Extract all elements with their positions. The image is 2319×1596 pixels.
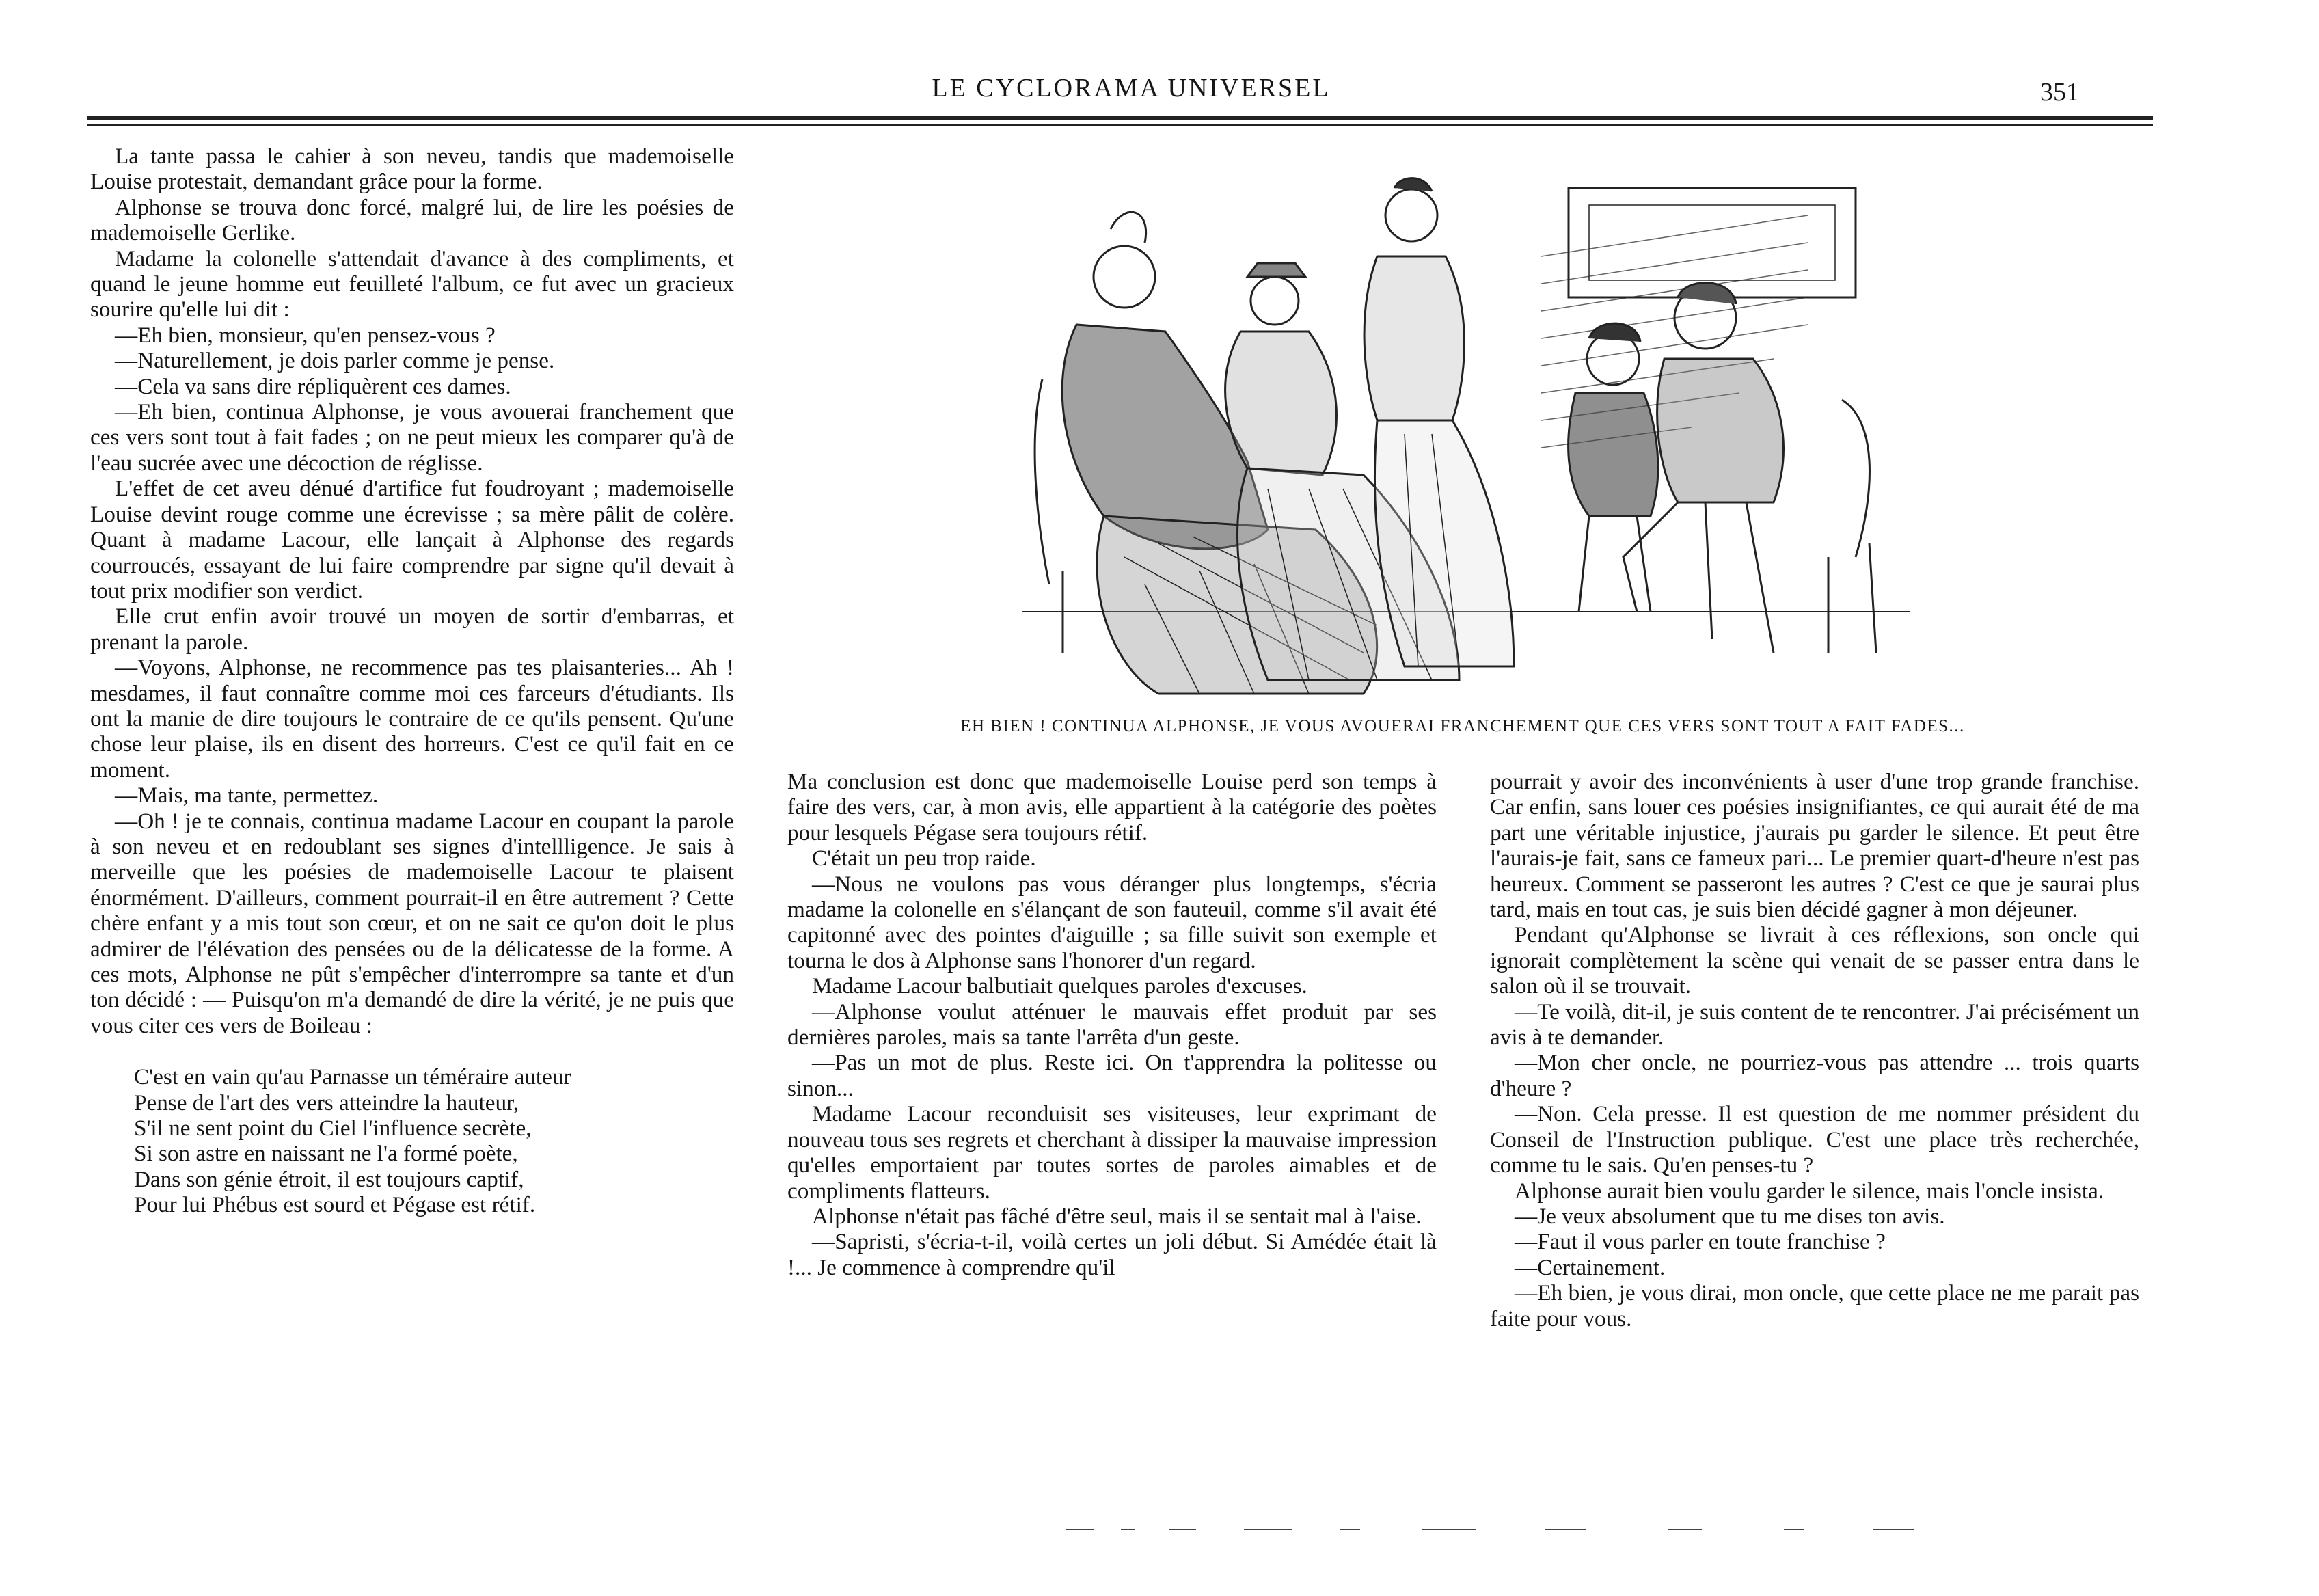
paragraph: C'était un peu trop raide. — [812, 846, 1036, 871]
text-column-right — [1490, 769, 2139, 1331]
paragraph: —Mon cher oncle, ne pourriez-vous pas attendre ... trois quarts d'heure ? — [1490, 1050, 2139, 1101]
verse-line: Dans son génie étroit, il est toujours captif, — [134, 1166, 524, 1192]
text-column-middle — [787, 769, 1437, 1280]
paragraph: Alphonse se trouva donc forcé, malgré lui, de lire les poésies de mademoiselle Gerlike. — [90, 194, 734, 246]
paragraph: —Oh ! je te connais, continua madame Lacour en coupant la parole à son neveu et en redoublant ses signes d'intellligence. Je sais à merveille que les poésies de mademoiselle Lacour te plaisent énormément. D'ailleurs, comment pourrait-il en être autrement ? Cette chère enfant y a mis tout son cœur, et on ne sait ce qu'on doit le plus admirer de l'élévation des pensées ou de la délicatesse de la forme. A ces mots, Alphonse ne pût s'empêcher d'interrompre sa tante et d'un ton décidé : — Puisqu'on m'a demandé de dire la vérité, je ne puis que vous citer ces vers de Boileau : — [90, 808, 734, 1038]
verse-line: Si son astre en naissant ne l'a formé poète, — [134, 1141, 518, 1167]
paragraph: pourrait y avoir des inconvénients à user d'une trop grande franchise. Car enfin, sans louer ces poésies insignifiantes, ce qui aurait été de ma part une véritable injustice, j'aurais pu garder le silence. Et peut être l'aurais-je fait, sans ce fameux pari... Le premier quart-d'heure n'est pas heureux. Comment se passeront les autres ? C'est ce que je saurai plus tard, mais en tout cas, je suis bien décidé gagner à mon déjeuner. — [1490, 769, 2139, 923]
paragraph: Madame Lacour balbutiait quelques paroles d'excuses. — [812, 973, 1307, 999]
verse-line: Pour lui Phébus est sourd et Pégase est rétif. — [134, 1192, 536, 1218]
paragraph: —Sapristi, s'écria-t-il, voilà certes un joli début. Si Amédée était là !... Je commence à comprendre qu'il — [787, 1229, 1437, 1280]
paragraph: —Alphonse voulut atténuer le mauvais effet produit par ses dernières paroles, mais sa tante l'arrêta d'un geste. — [787, 999, 1437, 1051]
verse-line: Pense de l'art des vers atteindre la hauteur, — [134, 1090, 519, 1115]
figure-standing-woman — [1364, 178, 1514, 666]
paragraph: Alphonse n'était pas fâché d'être seul, mais il se sentait mal à l'aise. — [812, 1203, 1422, 1229]
paragraph: Alphonse aurait bien voulu garder le silence, mais l'oncle insista. — [1515, 1178, 2104, 1204]
wall-frame — [1569, 188, 1856, 297]
header-rule-thick — [87, 116, 2153, 120]
paragraph: Pendant qu'Alphonse se livrait à ces réflexions, son oncle qui ignorait complètement la scène qui venait de se passer entra dans le salon où il se trouvait. — [1490, 922, 2139, 999]
paragraph: —Eh bien, continua Alphonse, je vous avouerai franchement que ces vers sont tout à fait fades ; on ne peut mieux les comparer qu'à de l'eau sucrée avec une décoction de réglisse. — [90, 399, 734, 476]
paragraph: —Eh bien, monsieur, qu'en pensez-vous ? — [115, 322, 496, 348]
paragraph: —Non. Cela presse. Il est question de me nommer président du Conseil de l'Instruction publique. C'est une place très recherchée, comme tu le sais. Qu'en penses-tu ? — [1490, 1101, 2139, 1178]
paragraph: —Je veux absolument que tu me dises ton avis. — [1515, 1203, 1945, 1229]
paragraph: —Mais, ma tante, permettez. — [115, 783, 379, 809]
journal-title: LE CYCLORAMA UNIVERSEL — [932, 74, 1331, 103]
paragraph: —Naturellement, je dois parler comme je pense. — [115, 348, 555, 374]
paragraph: —Nous ne voulons pas vous déranger plus longtemps, s'écria madame la colonelle en s'élançant de son fauteuil, comme s'il avait été capitonné avec des pointes d'aiguille ; sa fille suivit son exemple et tourna le dos à Alphonse sans l'honorer d'un regard. — [787, 871, 1437, 973]
paragraph: Ma conclusion est donc que mademoiselle Louise perd son temps à faire des vers, car, à mon avis, elle appartient à la catégorie des poètes pour lesquels Pégase sera toujours rétif. — [787, 769, 1437, 846]
paragraph: —Pas un mot de plus. Reste ici. On t'apprendra la politesse ou sinon... — [787, 1050, 1437, 1101]
text-column-left — [90, 144, 734, 1218]
header-rule-thin — [87, 124, 2153, 126]
paragraph: —Eh bien, je vous dirai, mon oncle, que cette place ne me parait pas faite pour vous. — [1490, 1280, 2139, 1331]
illustration-caption: EH BIEN ! CONTINUA ALPHONSE, JE VOUS AVOUERAI FRANCHEMENT QUE CES VERS SONT TOUT A FAIT FADES... — [960, 717, 1965, 735]
paragraph: —Voyons, Alphonse, ne recommence pas tes plaisanteries... Ah ! mesdames, il faut connaître comme moi ces farceurs d'étudiants. Ils ont la manie de dire toujours le contraire de ce qu'ils pensent. Qu'une chose leur plaise, ils en disent des horreurs. C'est ce qu'il fait en ce moment. — [90, 655, 734, 783]
chair-right — [1828, 400, 1876, 653]
paragraph: L'effet de cet aveu dénué d'artifice fut foudroyant ; mademoiselle Louise devint rouge comme une écrevisse ; sa mère pâlit de colère. Quant à madame Lacour, elle lançait à Alphonse des regards courroucés, essayant de lui faire comprendre par signe qu'il devait à tout prix modifier son verdict. — [90, 476, 734, 604]
boileau-verse — [134, 1064, 734, 1217]
paragraph: Madame Lacour reconduisit ses visiteuses, leur exprimant de nouveau tous ses regrets et cherchant à dissiper la mauvaise impression qu'elles emportaient par toutes sortes de paroles aimables et de compliments flatteurs. — [787, 1101, 1437, 1204]
verse-line: S'il ne sent point du Ciel l'influence secrète, — [134, 1115, 532, 1141]
figure-boy — [1569, 323, 1658, 612]
engraving-illustration — [1022, 174, 1910, 707]
verse-line: C'est en vain qu'au Parnasse un téméraire auteur — [134, 1064, 571, 1090]
paragraph: —Certainement. — [1515, 1254, 1666, 1280]
paragraph: La tante passa le cahier à son neveu, tandis que mademoiselle Louise protestait, demandant grâce pour la forme. — [90, 144, 734, 195]
paragraph: Elle crut enfin avoir trouvé un moyen de sortir d'embarras, et prenant la parole. — [90, 604, 734, 655]
paragraph: Madame la colonelle s'attendait d'avance à des compliments, et quand le jeune homme eut feuilleté l'album, ce fut avec un gracieux sourire qu'elle lui dit : — [90, 245, 734, 323]
print-specks — [1066, 1523, 1927, 1537]
paragraph: —Faut il vous parler en toute franchise ? — [1515, 1229, 1886, 1255]
page-number: 351 — [2040, 78, 2079, 107]
paragraph: —Cela va sans dire répliquèrent ces dames. — [115, 373, 511, 399]
paragraph: —Te voilà, dit-il, je suis content de te rencontrer. J'ai précisément un avis à te demander. — [1490, 999, 2139, 1051]
